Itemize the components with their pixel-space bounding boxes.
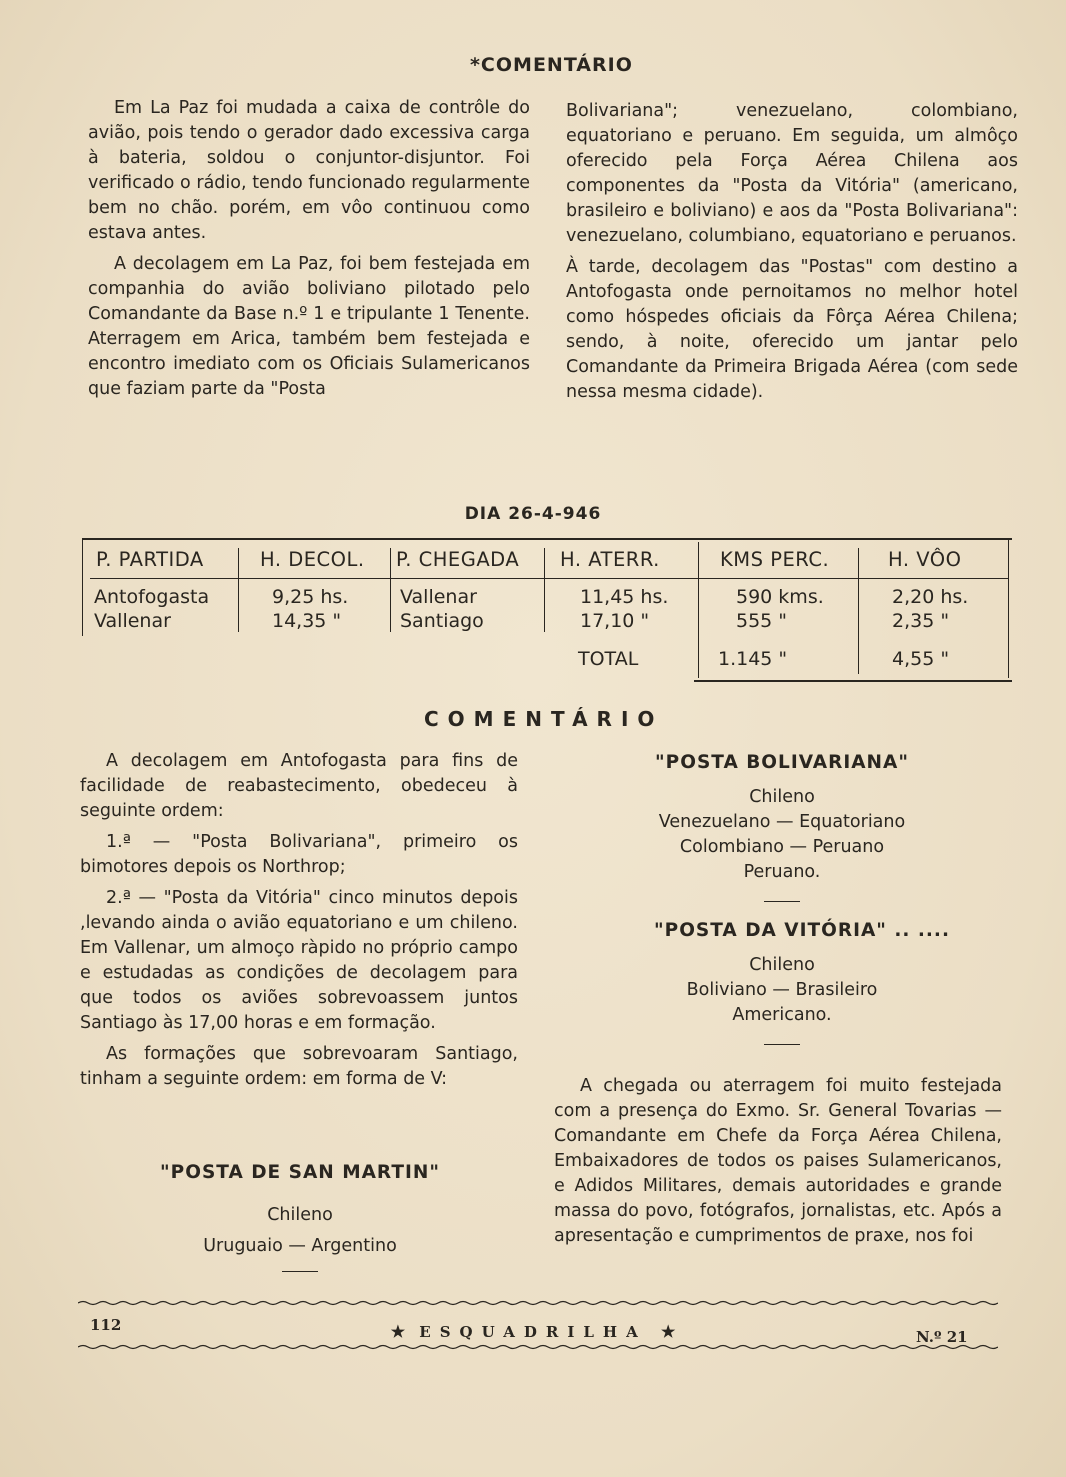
bottom-right-column — [554, 1074, 1002, 1255]
total-kms: 1.145 " — [718, 648, 788, 670]
table-divider — [544, 548, 545, 632]
formation-title: "POSTA BOLIVARIANA" — [655, 752, 909, 773]
column-header: H. ATERR. — [560, 548, 660, 571]
table-rule — [82, 538, 1012, 540]
paragraph: Bolivariana"; venezuelano, colombiano, equatoriano e peruano. Em seguida, um almôço oferecido pela Força Aérea Chilena aos componentes da "Posta da Vitória" (americano, brasileiro e boliviano) e aos da "Posta Bolivariana": venezuelano, columbiano, equatoriano e peruanos. — [566, 101, 1018, 246]
star-icon: ★ — [660, 1322, 676, 1341]
top-right-column — [566, 99, 1018, 411]
paragraph: 1.ª — "Posta Bolivariana", primeiro os bimotores depois os Northrop; — [80, 832, 518, 877]
bolivariana-formation — [582, 750, 982, 1059]
paragraph: As formações que sobrevoaram Santiago, tinham a seguinte ordem: em forma de V: — [80, 1044, 518, 1089]
total-label: TOTAL — [578, 648, 639, 670]
day-heading: DIA 26-4-946 — [464, 504, 602, 524]
magazine-title — [0, 1322, 1066, 1341]
column-header: H. VÔO — [888, 548, 962, 571]
table-cell: Vallenar — [94, 610, 171, 632]
paragraph: A chegada ou aterragem foi muito festejada com a presença do Exmo. Sr. General Tovarias — Comandante em Chefe da Força Aérea Chilena, Embaixadores de todos os paises Sulamericanos, e Adidos Militares, demais autoridades e grande massa do povo, fotógrafos, jornalistas, etc. Após a apresentação e cumprimentos de praxe, nos foi — [554, 1076, 1002, 1246]
formation-line: Chileno — [749, 787, 815, 807]
table-divider — [858, 548, 859, 674]
table-divider — [390, 548, 391, 632]
divider — [764, 901, 800, 902]
star-icon: ★ — [390, 1322, 406, 1341]
formation-line: Boliviano — Brasileiro — [686, 980, 878, 1000]
table-cell: 590 kms. — [736, 586, 824, 608]
top-comment-heading: *COMENTÁRIO — [470, 54, 633, 76]
formation-line: Americano. — [732, 1005, 832, 1025]
paragraph: Em La Paz foi mudada a caixa de contrôle do avião, pois tendo o gerador dado excessiva carga à bateria, soldou o conjuntor-disjuntor. Foi verificado o rádio, tendo funcionado regularmente bem no chão. porém, em vôo continuou como estava antes. — [88, 98, 530, 243]
table-divider — [82, 538, 83, 636]
column-header: P. PARTIDA — [96, 548, 204, 571]
table-divider — [1008, 538, 1009, 678]
table-divider — [698, 542, 699, 678]
wave-rule — [78, 1344, 998, 1350]
page-footer — [0, 1300, 1066, 1360]
formation-line: Chileno — [267, 1205, 333, 1225]
table-cell: 9,25 hs. — [272, 586, 349, 608]
table-cell: Antofogasta — [94, 586, 210, 608]
top-left-column — [88, 96, 530, 408]
table-cell: 555 " — [736, 610, 788, 632]
paragraph: A decolagem em La Paz, foi bem festejada em companhia do avião boliviano pilotado pelo Comandante da Base n.º 1 e tripulante 1 Tenente. Aterragem em Arica, também bem festejada e encontro imediato com os Oficiais Sulamericanos que faziam parte da "Posta — [88, 254, 530, 399]
table-cell: 2,20 hs. — [892, 586, 969, 608]
divider — [282, 1271, 318, 1272]
table-cell: 2,35 " — [892, 610, 950, 632]
wave-rule — [78, 1300, 998, 1306]
paragraph: À tarde, decolagem das "Postas" com destino a Antofogasta onde pernoitamos no melhor hotel como hóspedes oficiais da Fôrça Aérea Chilena; sendo, à noite, oferecido um jantar pelo Comandante da Primeira Brigada Aérea (com sede nessa mesma cidade). — [566, 257, 1018, 402]
paragraph: 2.ª — "Posta da Vitória" cinco minutos depois ,levando ainda o avião equatoriano e um chileno. Em Vallenar, um almoço ràpido no próprio campo e estudadas as condições de decolagem para que todos os aviões sobrevoassem juntos Santiago às 17,00 horas e em formação. — [80, 888, 518, 1033]
divider — [764, 1044, 800, 1045]
formation-line: Uruguaio — Argentino — [203, 1236, 397, 1256]
table-cell: 17,10 " — [580, 610, 650, 632]
formation-title: "POSTA DA VITÓRIA" .. .... — [654, 920, 950, 941]
column-header: H. DECOL. — [260, 548, 365, 571]
table-divider — [238, 548, 239, 632]
column-header: P. CHEGADA — [396, 548, 520, 571]
bottom-left-column — [80, 749, 518, 1098]
formation-line: Colombiano — Peruano — [679, 837, 885, 857]
issue-number: N.º 21 — [916, 1328, 968, 1346]
san-martin-formation — [100, 1160, 500, 1286]
paragraph: A decolagem em Antofogasta para fins de facilidade de reabastecimento, obedeceu à seguinte ordem: — [80, 751, 518, 821]
formation-line: Peruano. — [743, 862, 821, 882]
magazine-name: ESQUADRILHA — [419, 1323, 647, 1341]
formation-title: "POSTA DE SAN MARTIN" — [160, 1162, 440, 1183]
formation-line: Chileno — [749, 955, 815, 975]
column-header: KMS PERC. — [720, 548, 830, 571]
total-hours: 4,55 " — [892, 648, 950, 670]
table-rule — [694, 680, 1012, 682]
bottom-comment-heading: COMENTÁRIO — [424, 707, 664, 731]
table-cell: Santiago — [400, 610, 484, 632]
page-number: 112 — [90, 1316, 122, 1334]
table-cell: 11,45 hs. — [580, 586, 669, 608]
table-cell: Vallenar — [400, 586, 477, 608]
table-rule — [90, 578, 1008, 579]
table-cell: 14,35 " — [272, 610, 342, 632]
formation-line: Venezuelano — Equatoriano — [658, 812, 906, 832]
